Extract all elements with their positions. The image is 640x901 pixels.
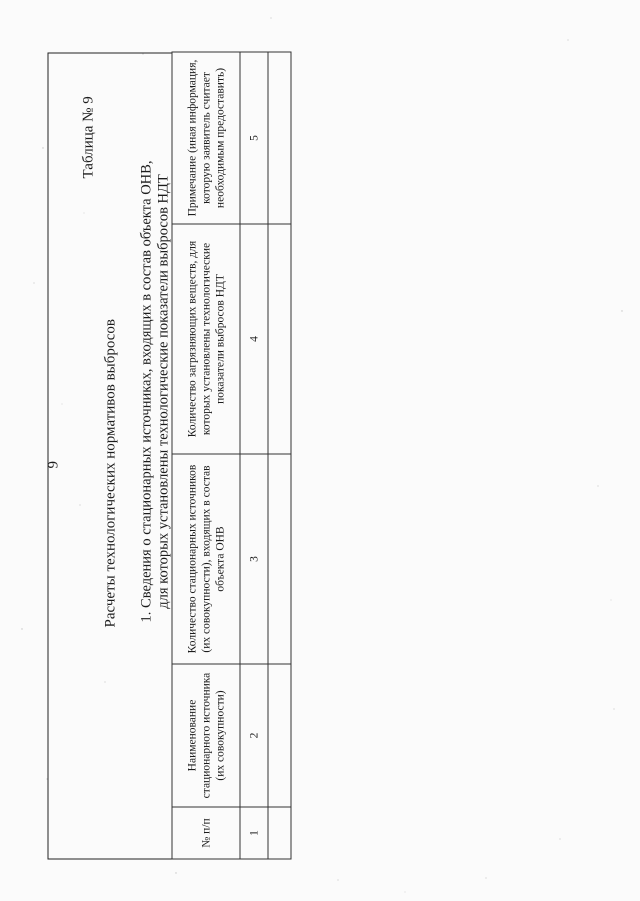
- header-note: Примечание (иная информация, которую заявитель считает необходимым предоставить): [172, 52, 240, 224]
- header-source-count: Количество стационарных источников (их совокупности), входящих в состав объекта ОНВ: [172, 454, 240, 664]
- table-cell: [268, 454, 291, 664]
- page-number: 9: [45, 460, 61, 468]
- header-source-name: Наименование стационарного источника (их совокупности): [172, 664, 240, 807]
- section-heading-line-2: для которых установлены технологические показатели выбросов НДТ: [155, 173, 171, 609]
- section-heading: [138, 141, 172, 641]
- table-cell: [268, 52, 291, 224]
- column-number: 1: [240, 807, 268, 859]
- table-cell: [268, 224, 291, 454]
- table-row: [268, 52, 291, 859]
- column-number-row: [240, 52, 268, 859]
- table-cell: [268, 807, 291, 859]
- table-caption: Таблица № 9: [80, 95, 96, 178]
- column-number: 5: [240, 52, 268, 224]
- column-number: 2: [240, 664, 268, 807]
- header-pollutant-count: Количество загрязняющих веществ, для которых установлены технологические показатели выбросов НДТ: [172, 224, 240, 454]
- table-header-row: [172, 52, 240, 859]
- sources-table: [171, 51, 291, 859]
- header-number: № п/п: [172, 807, 240, 859]
- table-cell: [268, 664, 291, 807]
- column-number: 4: [240, 224, 268, 454]
- column-number: 3: [240, 454, 268, 664]
- document-title: Расчеты технологических нормативов выбросов: [102, 318, 118, 627]
- section-heading-line-1: 1. Сведения о стационарных источниках, входящих в состав объекта ОНВ,: [138, 160, 154, 622]
